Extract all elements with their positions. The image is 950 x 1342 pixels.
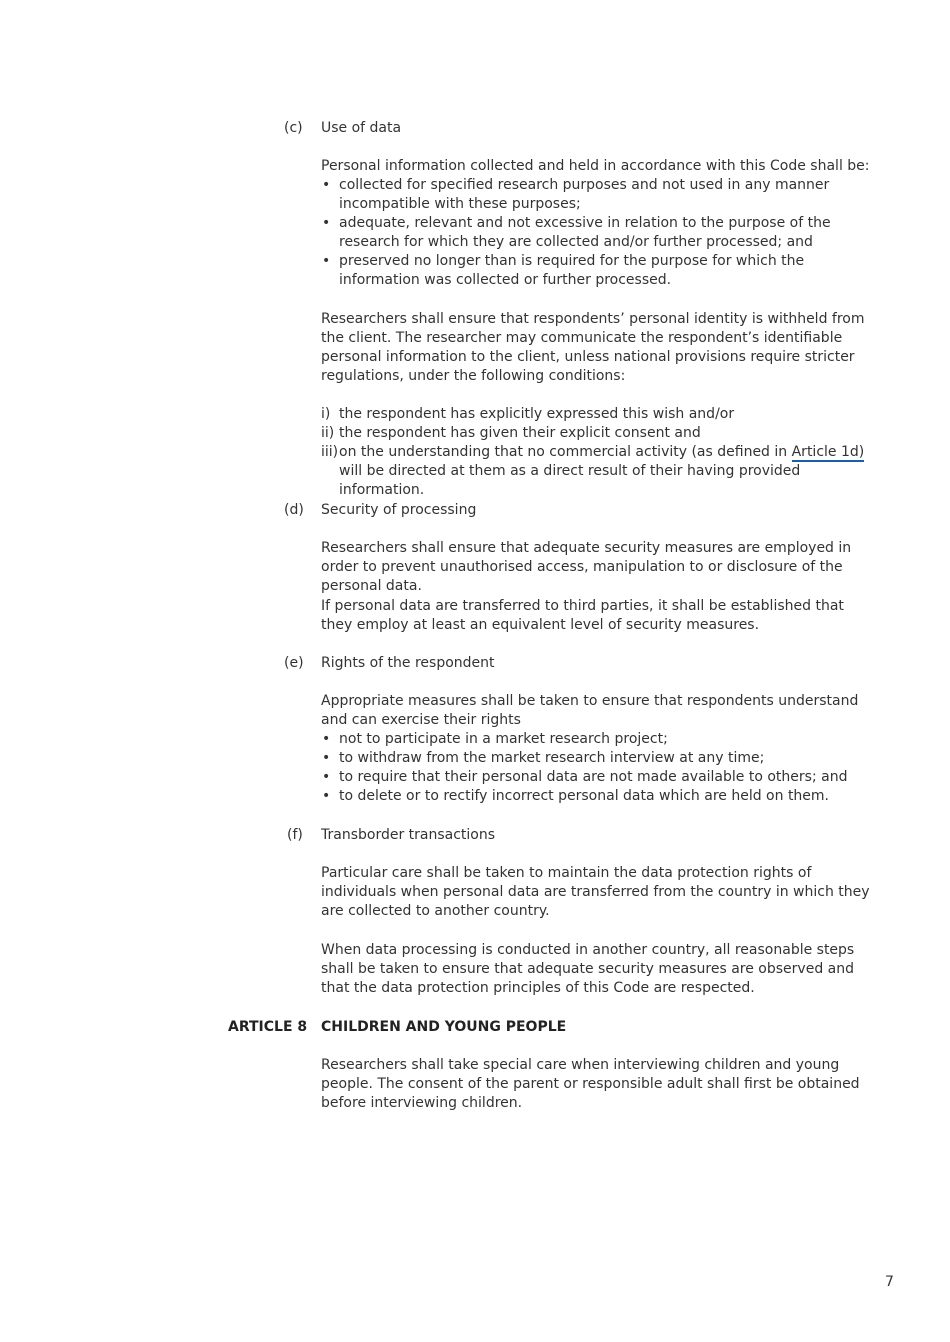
list-item: [321, 443, 873, 500]
section-e-label: (e): [284, 655, 304, 671]
article-8-title: CHILDREN AND YOUNG PEOPLE: [321, 1019, 567, 1035]
section-c-paragraph: Researchers shall ensure that respondents’ personal identity is withheld from the client. The researcher may communicate the respondent’s identifiable personal information to the client, unless national provisions require stricter regulations, under the following conditions:: [321, 311, 865, 384]
list-number: iii): [321, 444, 339, 460]
article-8-paragraph: Researchers shall take special care when interviewing children and young people. The consent of the parent or responsible adult shall first be obtained before interviewing children.: [321, 1057, 860, 1111]
section-c-label: (c): [284, 120, 303, 136]
list-item: • not to participate in a market research project;: [321, 730, 873, 749]
list-number: i): [321, 406, 331, 422]
list-item: • collected for specified research purposes and not used in any manner incompatible with these purposes;: [321, 176, 873, 214]
section-f-title: Transborder transactions: [321, 827, 496, 843]
section-f-paragraph: Particular care shall be taken to maintain the data protection rights of individuals when personal data are transferred from the country in which they are collected to another country.: [321, 865, 870, 919]
list-item: • to delete or to rectify incorrect personal data which are held on them.: [321, 787, 873, 806]
list-item: [321, 405, 873, 424]
list-text: on the understanding that no commercial activity (as defined in: [339, 444, 792, 460]
section-d-paragraph: If personal data are transferred to third parties, it shall be established that they employ at least an equivalent level of security measures.: [321, 598, 844, 633]
section-c-intro: Personal information collected and held in accordance with this Code shall be:: [321, 158, 870, 174]
list-item: • adequate, relevant and not excessive in relation to the purpose of the research for which they are collected and/or further processed; and: [321, 214, 873, 252]
section-c-title: Use of data: [321, 120, 402, 136]
list-text: will be directed at them as a direct result of their having provided information.: [339, 463, 801, 498]
list-item: • to require that their personal data are not made available to others; and: [321, 768, 873, 787]
list-item: [321, 424, 873, 443]
section-c-bullets: [321, 176, 873, 290]
section-f-paragraph: When data processing is conducted in another country, all reasonable steps shall be taken to ensure that adequate security measures are observed and that the data protection principles of this Code are respected.: [321, 942, 855, 996]
page-number: 7: [885, 1274, 894, 1290]
section-c-conditions: [321, 405, 873, 500]
section-d-label: (d): [284, 502, 304, 518]
article-1d-link[interactable]: Article 1d): [791, 444, 865, 460]
section-c-body: [321, 157, 873, 290]
section-f-label: (f): [287, 827, 303, 843]
list-number: ii): [321, 425, 335, 441]
section-e-intro: Appropriate measures shall be taken to ensure that respondents understand and can exercise their rights: [321, 693, 859, 728]
article-8-label: ARTICLE 8: [228, 1019, 308, 1035]
section-d-title: Security of processing: [321, 502, 477, 518]
list-item: • preserved no longer than is required for the purpose for which the information was collected or further processed.: [321, 252, 873, 290]
section-e-body: [321, 692, 873, 806]
section-e-bullets: [321, 730, 873, 806]
section-e-title: Rights of the respondent: [321, 655, 495, 671]
list-text: the respondent has given their explicit consent and: [339, 425, 701, 441]
list-item: • to withdraw from the market research interview at any time;: [321, 749, 873, 768]
section-d-paragraph: Researchers shall ensure that adequate security measures are employed in order to prevent unauthorised access, manipulation to or disclosure of the personal data.: [321, 540, 852, 594]
list-text: the respondent has explicitly expressed this wish and/or: [339, 406, 735, 422]
